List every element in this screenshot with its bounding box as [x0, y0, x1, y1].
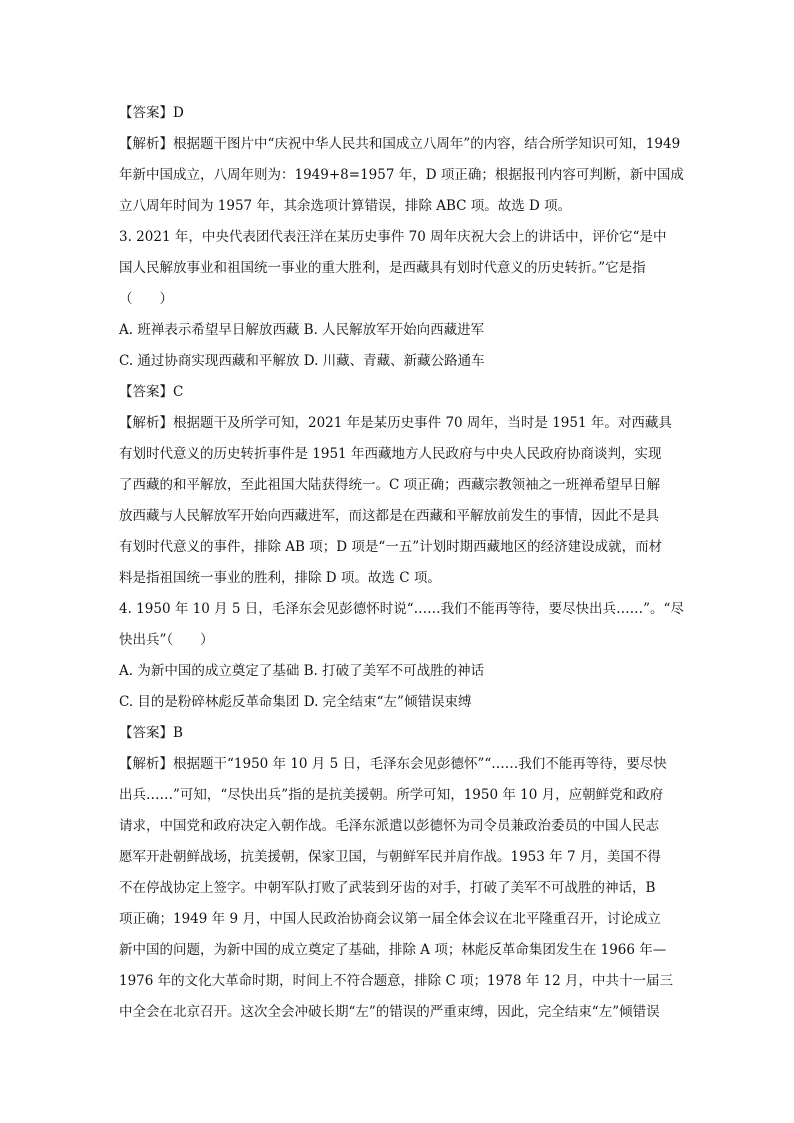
document-page: [119, 98, 684, 1028]
analysis-block: [119, 129, 684, 222]
question-line: 4. 1950 年 10 月 5 日，毛泽东会见彭德怀时说“……我们不能再等待，要尽快出兵……”。“尽: [119, 601, 684, 617]
analysis-line: 请求，中国党和政府决定入朝作战。毛泽东派遣以彭德怀为司令员兼政治委员的中国人民志: [119, 818, 659, 834]
answer-line: 【答案】B: [119, 725, 183, 741]
analysis-line: 1976 年的文化大革命时期，时间上不符合题意，排除 C 项；1978 年 12 月，中共十一届三: [119, 973, 673, 989]
question-line: 快出兵”（ ）: [119, 632, 214, 648]
analysis-line: 项正确；1949 年 9 月，中国人民政治协商会议第一届全体会议在北平隆重召开，讨论成立: [119, 911, 661, 927]
analysis-line: 【解析】根据题干及所学可知，2021 年是某历史事件 70 周年，当时是 1951 年。对西藏具: [119, 415, 672, 431]
analysis-line: 年新中国成立，八周年则为：1949+8=1957 年，D 项正确；根据报刊内容可判断，新中国成: [119, 167, 684, 183]
answer-block: [119, 718, 679, 749]
analysis-line: 【解析】根据题干“1950 年 10 月 5 日，毛泽东会见彭德怀”“……我们不能再等待，要尽快: [119, 756, 667, 772]
analysis-line: 愿军开赴朝鲜战场，抗美援朝，保家卫国，与朝鲜军民并肩作战。1953 年 7 月，美国不得: [119, 849, 661, 865]
question-block: [119, 222, 679, 315]
options-line: C. 目的是粉碎林彪反革命集团 D. 完全结束“左”倾错误束缚: [119, 694, 472, 710]
question-line: 国人民解放事业和祖国统一事业的重大胜利，是西藏具有划时代意义的历史转折。”它是指: [119, 260, 646, 276]
options-line: A. 班禅表示希望早日解放西藏 B. 人民解放军开始向西藏进军: [119, 322, 485, 338]
analysis-line: 中全会在北京召开。这次全会冲破长期“左”的错误的严重束缚，因此，完全结束“左”倾错误: [119, 1004, 660, 1020]
analysis-line: 出兵……”可知，“尽快出兵”指的是抗美援朝。所学可知，1950 年 10 月，应朝鲜党和政府: [119, 787, 664, 803]
analysis-line: 立八周年时间为 1957 年，其余选项计算错误，排除 ABC 项。故选 D 项。: [119, 198, 572, 214]
analysis-line: 料是指祖国统一事业的胜利，排除 D 项。故选 C 项。: [119, 570, 441, 586]
analysis-line: 了西藏的和平解放，至此祖国大陆获得统一。C 项正确；西藏宗教领袖之一班禅希望早日解: [119, 477, 661, 493]
answer-block: [119, 98, 679, 129]
analysis-block: [119, 408, 679, 594]
analysis-line: 新中国的问题，为新中国的成立奠定了基础，排除 A 项；林彪反革命集团发生在 1966 年—: [119, 942, 667, 958]
analysis-block: [119, 749, 679, 1028]
answer-line: 【答案】D: [119, 105, 184, 121]
analysis-line: 有划时代意义的历史转折事件是 1951 年西藏地方人民政府与中央人民政府协商谈判，实现: [119, 446, 662, 462]
question-line: 3. 2021 年，中央代表团代表汪洋在某历史事件 70 周年庆祝大会上的讲话中，评价它“是中: [119, 229, 667, 245]
question-block: [119, 594, 684, 656]
options-line: C. 通过协商实现西藏和平解放 D. 川藏、青藏、新藏公路通车: [119, 353, 485, 369]
answer-line: 【答案】C: [119, 384, 184, 400]
analysis-line: 有划时代意义的事件，排除 AB 项；D 项是“一五”计划时期西藏地区的经济建设成就，而材: [119, 539, 663, 555]
analysis-line: 不在停战协定上签字。中朝军队打败了武装到牙齿的对手，打破了美军不可战胜的神话，B: [119, 880, 656, 896]
options-block: [119, 656, 679, 718]
question-line: （ ）: [119, 291, 173, 307]
analysis-line: 【解析】根据题干图片中“庆祝中华人民共和国成立八周年”的内容，结合所学知识可知，1949: [119, 136, 681, 152]
analysis-line: 放西藏与人民解放军开始向西藏进军，而这都是在西藏和平解放前发生的事情，因此不是具: [119, 508, 659, 524]
options-block: [119, 315, 679, 377]
answer-block: [119, 377, 679, 408]
options-line: A. 为新中国的成立奠定了基础 B. 打破了美军不可战胜的神话: [119, 663, 485, 679]
